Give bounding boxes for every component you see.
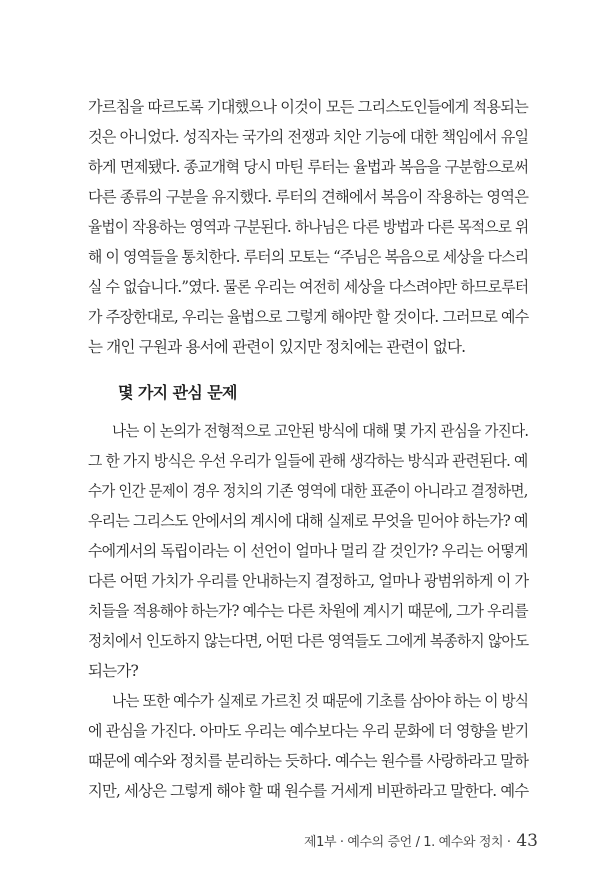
body-line: 는 개인 구원과 용서에 관련이 있지만 정치에는 관련이 없다. bbox=[88, 338, 466, 356]
body-line: 에 관심을 가진다. 아마도 우리는 예수보다는 우리 문화에 더 영향을 받기 bbox=[88, 722, 529, 740]
body-line: 가 주장한대로, 우리는 율법으로 그렇게 해야만 할 것이다. 그러므로 예수 bbox=[88, 308, 529, 326]
page-footer bbox=[304, 831, 538, 853]
body-line: 수에게서의 독립이라는 이 선언이 얼마나 멀리 갈 것인가? 우리는 어떻게 bbox=[88, 542, 528, 560]
body-line: 치들을 적용해야 하는가? 예수는 다른 차원에 계시기 때문에, 그가 우리를 bbox=[88, 602, 528, 620]
body-line: 그 한 가지 방식은 우선 우리가 일들에 관해 생각하는 방식과 관련된다. 예 bbox=[88, 452, 528, 470]
body-line: 하게 면제됐다. 종교개혁 당시 마틴 루터는 율법과 복음을 구분함으로써 bbox=[88, 158, 529, 176]
body-line: 때문에 예수와 정치를 분리하는 듯하다. 예수는 원수를 사랑하라고 말하 bbox=[88, 752, 529, 770]
body-line: 나는 또한 예수가 실제로 가르친 것 때문에 기초를 삼아야 하는 이 방식 bbox=[112, 692, 529, 710]
body-line: 정치에서 인도하지 않는다면, 어떤 다른 영역들도 그에게 복종하지 않아도 bbox=[88, 632, 529, 650]
body-line: 해 이 영역들을 통치한다. 루터의 모토는 “주님은 복음으로 세상을 다스리 bbox=[88, 248, 529, 266]
page-number: 43 bbox=[516, 831, 538, 851]
body-line: 우리는 그리스도 안에서의 계시에 대해 실제로 무엇을 믿어야 하는가? 예 bbox=[88, 512, 528, 530]
body-line: 다른 종류의 구분을 유지했다. 루터의 견해에서 복음이 작용하는 영역은 bbox=[88, 188, 529, 206]
body-line: 가르침을 따르도록 기대했으나 이것이 모든 그리스도인들에게 적용되는 bbox=[88, 98, 528, 116]
body-line: 나는 이 논의가 전형적으로 고안된 방식에 대해 몇 가지 관심을 가진다. bbox=[112, 422, 529, 440]
body-line: 것은 아니었다. 성직자는 국가의 전쟁과 치안 기능에 대한 책임에서 유일 bbox=[88, 128, 529, 146]
body-line: 다른 어떤 가치가 우리를 안내하는지 결정하고, 얼마나 광범위하게 이 가 bbox=[88, 572, 529, 590]
section-heading: 몇 가지 관심 문제 bbox=[118, 383, 237, 402]
running-head: 제1부 · 예수의 증언 / 1. 예수와 정치 · bbox=[303, 835, 511, 850]
body-line: 율법이 작용하는 영역과 구분된다. 하나님은 다른 방법과 다른 목적으로 위 bbox=[88, 218, 529, 236]
body-line: 실 수 없습니다.”였다. 물론 우리는 여전히 세상을 다스려야만 하므로루터 bbox=[88, 278, 529, 296]
body-line: 되는가? bbox=[88, 662, 139, 680]
body-line: 수가 인간 문제이 경우 정치의 기존 영역에 대한 표준이 아니라고 결정하면, bbox=[88, 482, 528, 500]
body-line: 지만, 세상은 그렇게 해야 할 때 원수를 거세게 비판하라고 말한다. 예수 bbox=[88, 782, 529, 800]
